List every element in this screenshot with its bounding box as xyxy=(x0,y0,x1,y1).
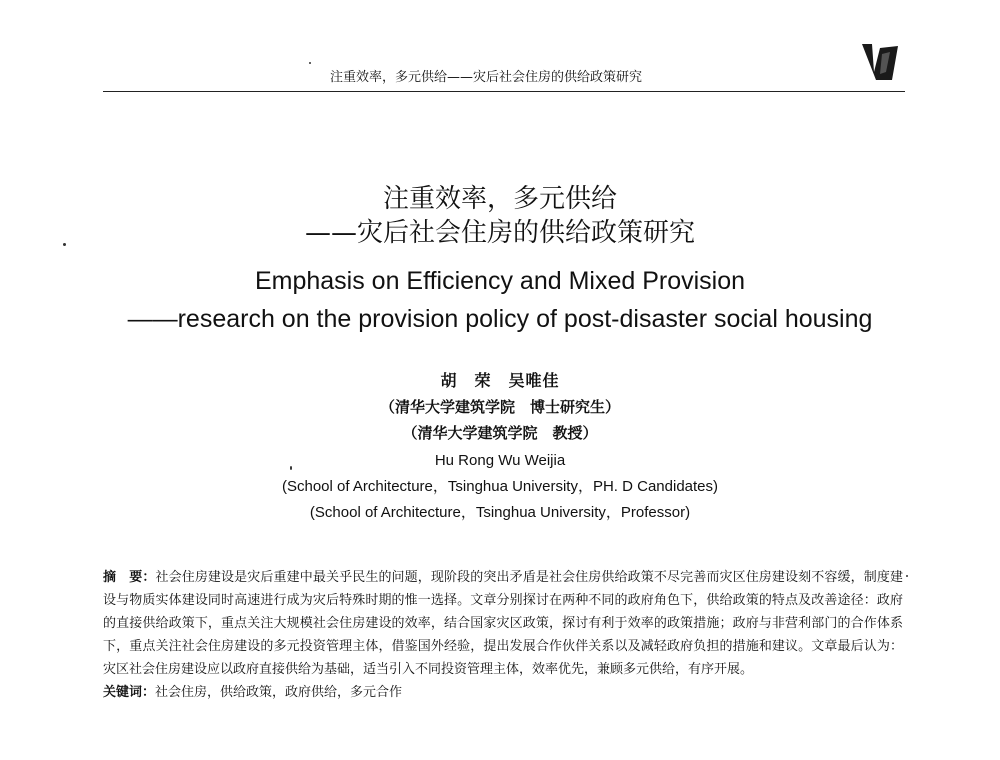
title-block xyxy=(0,182,1000,338)
author-block xyxy=(0,368,1000,526)
header-rule xyxy=(103,91,905,92)
keywords-paragraph xyxy=(103,681,903,704)
title-english-line1: Emphasis on Efficiency and Mixed Provision xyxy=(254,267,746,295)
abstract-label: 摘 要： xyxy=(103,570,156,585)
abstract-text: 社会住房建设是灾后重建中最关乎民生的问题，现阶段的突出矛盾是社会住房供给政策不尽完善而灾区住房建设刻不容缓，制度建设与物质实体建设同时高速进行成为灾后特殊时期的惟一选择。文章分别探讨在两种不同的政府角色下，供给政策的特点及改善途径：政府的直接供给政策下，重点关注大规模社会住房建设的效率，结合国家灾区政策，探讨有利于效率的政策措施；政府与非营利部门的合作体系下，重点关注社会住房建设的多元投资管理主体，借鉴国外经验，提出发展合作伙伴关系以及减轻政府负担的措施和建议。文章最后认为：灾区社会住房建设应以政府直接供给为基础，适当引入不同投资管理主体，效率优先，兼顾多元供给，有序开展。 xyxy=(103,570,903,677)
scan-speck xyxy=(906,575,908,577)
affiliation-english-1: (School of Architecture，Tsinghua University，PH. D Candidates) xyxy=(281,478,719,495)
affiliation-chinese-2: （清华大学建筑学院 教授） xyxy=(402,424,598,442)
affiliation-english-2: (School of Architecture，Tsinghua University，Professor) xyxy=(309,504,691,521)
author-names-english: Hu Rong Wu Weijia xyxy=(434,452,566,469)
title-chinese-line2: ——灾后社会住房的供给政策研究 xyxy=(304,218,695,248)
keywords-label: 关键词： xyxy=(103,685,156,700)
keywords-text: 社会住房，供给政策，政府供给，多元合作 xyxy=(155,685,403,700)
abstract-block xyxy=(103,566,903,704)
running-header: 注重效率，多元供给——灾后社会住房的供给政策研究 xyxy=(330,70,643,85)
title-english-line2: ——research on the provision policy of post-disaster social housing xyxy=(127,305,873,333)
title-chinese-line1: 注重效率，多元供给 xyxy=(382,184,617,214)
affiliation-chinese-1: （清华大学建筑学院 博士研究生） xyxy=(379,398,620,416)
abstract-paragraph xyxy=(103,566,903,681)
scan-speck xyxy=(309,62,311,64)
journal-logo-icon xyxy=(858,42,900,82)
author-names-chinese: 胡 荣 吴唯佳 xyxy=(440,371,560,390)
